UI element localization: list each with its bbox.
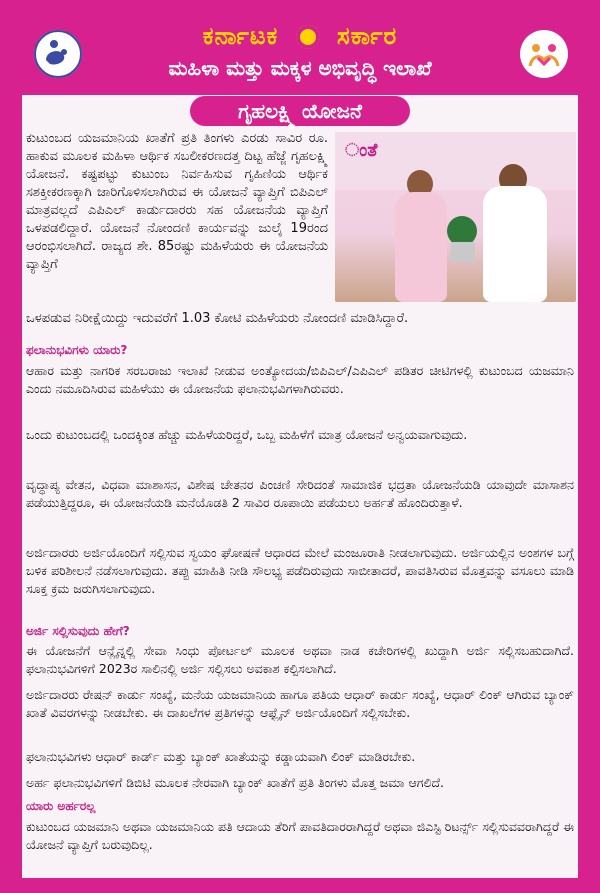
photo-banner-text: ಂತೆ [345,140,378,161]
header [0,0,600,92]
woman-figure-body [395,192,447,302]
beneficiaries-paragraph-3: ವೃದ್ಧಾಪ್ಯ ವೇತನ, ವಿಧವಾ ಮಾಶಾಸನ, ವಿಶೇಷ ಚೇತನರ ಪಿಂಚಣಿ ಸೇರಿದಂತೆ ಸಾಮಾಜಿಕ ಭದ್ರತಾ ಯೋಜನೆಯಡಿ ಯಾವುದೇ ಮಾಸಾಶನ ಪಡೆಯುತ್ತಿದ್ದರೂ, ಈ ಯೋಜನೆಯಡಿ ಮನೆಯೊಡತಿ 2 ಸಾವಿರ ರೂಪಾಯಿ ಪಡೆಯಲು ಅರ್ಹತೆ ಹೊಂದಿರುತ್ತಾಳೆ. [26,477,574,510]
apply-paragraph-3: ಫಲಾನುಭವಿಗಳು ಆಧಾರ್ ಕಾರ್ಡ್ ಮತ್ತು ಬ್ಯಾಂಕ್ ಖಾತೆಯನ್ನು ಕಡ್ಡಾಯವಾಗಿ ಲಿಂಕ್ ಮಾಡಿರಬೇಕು. [26,749,416,764]
beneficiaries-paragraph-4: ಅರ್ಜಿದಾರರು ಅರ್ಜಿಯೊಂದಿಗೆ ಸಲ್ಲಿಸುವ ಸ್ವಯಂ ಘೋಷಣೆ ಆಧಾರದ ಮೇಲೆ ಮಂಜೂರಾತಿ ನೀಡಲಾಗುವುದು. ಅರ್ಜಿಯಲ್ಲಿನ ಅಂಶಗಳ ಬಗ್ಗೆ ಬಳಿಕ ಪರಿಶೀಲನೆ ನಡೆಸಲಾಗುವುದು. ತಪ್ಪು ಮಾಹಿತಿ ನೀಡಿ ಸೌಲಭ್ಯ ಪಡೆದಿರುವುದು ಸಾಬೀತಾದರೆ, ಪಾವತಿಸಿರುವ ಮೊತ್ತವನ್ನು ವಸೂಲು ಮಾಡಿ ಸೂಕ್ತ ಕ್ರಮ ಜರುಗಿಸಲಾಗುವುದು. [26,545,574,596]
event-photo [335,132,576,302]
section-heading-beneficiaries: ಫಲಾನುಭವಿಗಳು ಯಾರು? [26,343,128,357]
beneficiaries-paragraph-1: ಆಹಾರ ಮತ್ತು ನಾಗರಿಕ ಸರಬರಾಜು ಇಲಾಖೆ ನೀಡುವ ಅಂತ್ಯೋದಯ/ಬಿಪಿಎಲ್/ಎಪಿಎಲ್ ಪಡಿತರ ಚೀಟಿಗಳಲ್ಲಿ ಕುಟುಂಬದ ಯಜಮಾನಿ ಎಂದು ನಮೂದಿಸಿರುವ ಮಹಿಳೆಯು ಈ ಯೋಜನೆಯ ಫಲಾನುಭವಿಗಳಾಗಿರುವರು. [26,363,574,396]
section-heading-how-to-apply: ಅರ್ಜಿ ಸಲ್ಲಿಸುವುದು ಹೇಗೆ? [26,624,130,638]
intro-paragraph: ಕುಟುಂಬದ ಯಜಮಾನಿಯ ಖಾತೆಗೆ ಪ್ರತಿ ತಿಂಗಳು ಎರಡು ಸಾವಿರ ರೂ. ಹಾಕುವ ಮೂಲಕ ಮಹಿಳಾ ಆರ್ಥಿಕ ಸಬಲೀಕರಣದತ್ತ ದಿಟ್ಟ ಹೆಜ್ಜೆ ಗೃಹಲಕ್ಷ್ಮಿ ಯೋಜನೆ. ಕಷ್ಟಪಟ್ಟು ಕುಟುಂಬ ನಿರ್ವಹಿಸುವ ಗೃಹಿಣಿಯ ಆರ್ಥಿಕ ಸಶಕ್ತೀಕರಣಕ್ಕಾಗಿ ಜಾರಿಗೊಳಿಸಲಾಗಿರುವ ಈ ಯೋಜನೆ ವ್ಯಾಪ್ತಿಗೆ ಬಿಪಿಎಲ್ ಮಾತ್ರವಲ್ಲದೆ ಎಪಿಎಲ್ ಕಾರ್ಡುದಾರರು ಸಹ ಯೋಜನೆಯ ವ್ಯಾಪ್ತಿಗೆ ಒಳಪಡಲಿದ್ದಾರೆ. ಯೋಜನೆ ನೋಂದಣಿ ಕಾರ್ಯವನ್ನು ಜುಲೈ 19ರಂದ ಆರಂಭಿಸಲಾಗಿದೆ. ರಾಜ್ಯದ ಶೇ. 85ರಷ್ಟು ಮಹಿಳೆಯರು ಈ ಯೋಜನೆಯ ವ್ಯಾಪ್ತಿಗೆ [26,131,328,272]
pot-icon [451,242,475,262]
scheme-title-pill: ಗೃಹಲಕ್ಷ್ಮಿ ಯೋಜನೆ [190,96,410,126]
government-title [0,22,600,50]
intro-paragraph-continued: ಒಳಪಡುವ ನಿರೀಕ್ಷೆಯಿದ್ದು ಇದುವರೆಗೆ 1.03 ಕೋಟಿ ಮಹಿಳೆಯರು ನೋಂದಣಿ ಮಾಡಿಸಿದ್ದಾರೆ. [26,311,409,326]
beneficiaries-paragraph-2: ಒಂದು ಕುಟುಂಬದಲ್ಲಿ ಒಂದಕ್ಕಿಂತ ಹೆಚ್ಚು ಮಹಿಳೆಯರಿದ್ದರೆ, ಒಬ್ಬ ಮಹಿಳೆಗೆ ಮಾತ್ರ ಯೋಜನೆ ಅನ್ವಯವಾಗುವುದು. [26,427,468,442]
apply-paragraph-4: ಅರ್ಹ ಫಲಾನುಭವಿಗಳಿಗೆ ಡಿಬಿಟಿ ಮೂಲಕ ನೇರವಾಗಿ ಬ್ಯಾಂಕ್ ಖಾತೆಗೆ ಪ್ರತಿ ತಿಂಗಳು ಮೊತ್ತ ಜಮಾ ಆಗಲಿದೆ. [26,775,445,790]
not-eligible-paragraph-1: ಕುಟುಂಬದ ಯಜಮಾನಿ ಅಥವಾ ಯಜಮಾನಿಯ ಪತಿ ಆದಾಯ ತೆರಿಗೆ ಪಾವತಿದಾರರಾಗಿದ್ದರೆ ಅಥವಾ ಜಿಎಸ್ಟಿ ರಿಟರ್ನ್ಸ್ ಸಲ್ಲಿಸುವವರಾಗಿದ್ದರೆ ಈ ಯೋಜನೆ ವ್ಯಾಪ್ತಿಗೆ ಬರುವುದಿಲ್ಲ. [26,819,574,852]
man-figure-body [483,186,547,302]
section-heading-not-eligible: ಯಾರು ಅರ್ಹರಲ್ಲ [26,799,96,813]
apply-paragraph-1: ಈ ಯೋಜನೆಗೆ ಆನ್ಲೈನ್ನಲ್ಲಿ ಸೇವಾ ಸಿಂಧು ಪೋರ್ಟಲ್ ಮೂಲಕ ಅಥವಾ ನಾಡ ಕಚೇರಿಗಳಲ್ಲಿ ಖುದ್ದಾಗಿ ಅರ್ಜಿ ಸಲ್ಲಿಸಬಹುದಾಗಿದೆ. ಫಲಾನುಭವಿಗಳಿಗೆ 2023ರ ಸಾಲಿನಲ್ಲಿ ಅರ್ಜಿ ಸಲ್ಲಿಸಲು ಅವಕಾಶ ಕಲ್ಪಿಸಲಾಗಿದೆ. [26,643,574,676]
state-name: ಕರ್ನಾಟಕ [202,22,279,50]
department-title: ಮಹಿಳಾ ಮತ್ತು ಮಕ್ಕಳ ಅಭಿವೃದ್ಧಿ ಇಲಾಖೆ [168,56,432,80]
government-word: ಸರ್ಕಾರ [337,22,398,50]
apply-paragraph-2: ಅರ್ಜಿದಾರರು ರೇಷನ್ ಕಾರ್ಡು ಸಂಖ್ಯೆ, ಮನೆಯ ಯಜಮಾನಿಯ ಹಾಗೂ ಪತಿಯ ಆಧಾರ್ ಕಾರ್ಡು ಸಂಖ್ಯೆ, ಆಧಾರ್ ಲಿಂಕ್ ಆಗಿರುವ ಬ್ಯಾಂಕ್ ಖಾತೆ ವಿವರಗಳನ್ನು ನೀಡಬೇಕು. ಈ ದಾಖಲೆಗಳ ಪ್ರತಿಗಳನ್ನು ಆಫ್ಲೈನ್ ಅರ್ಜಿಯೊಂದಿಗೆ ಸಲ್ಲಿಸಬೇಕು. [26,687,574,720]
government-emblem-icon [296,25,320,49]
